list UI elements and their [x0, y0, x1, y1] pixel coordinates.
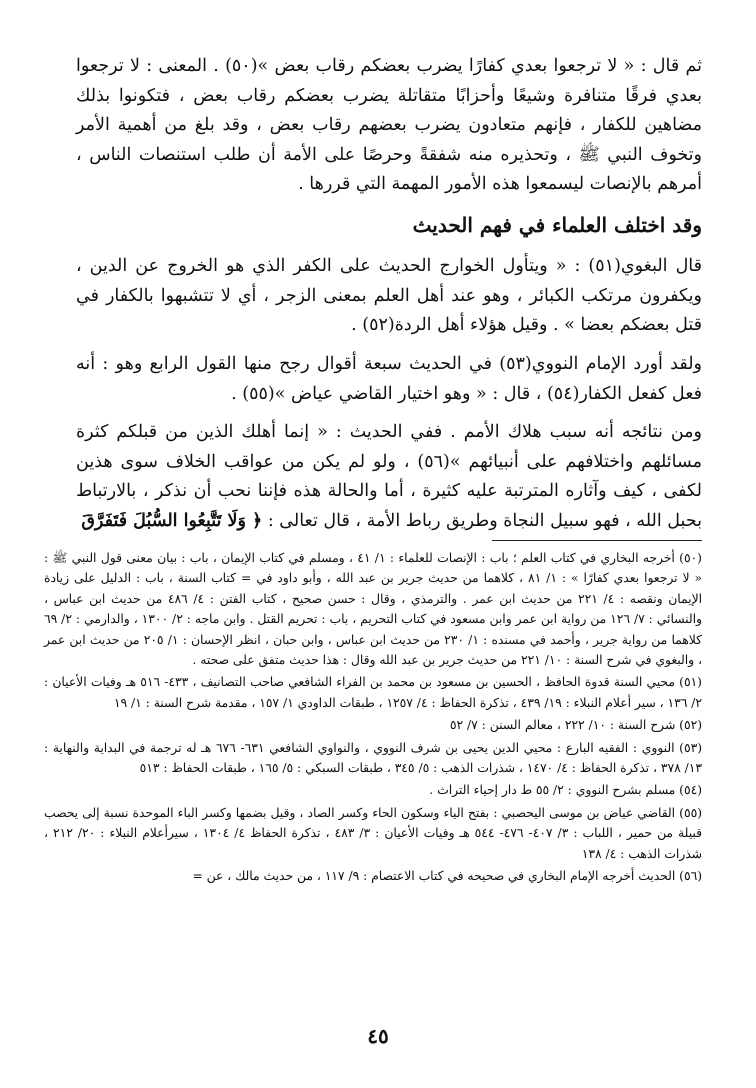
paragraph-4-text: ومن نتائجه أنه سبب هلاك الأمم . ففي الحديث : « إنما أهلك الذين من قبلكم كثرة مسائلهم واختلافهم على أنبيائهم »(٥٦) ، ولو لم يكن من عواقب الخلاف سوى هذين لكفى ، كيف وآثاره المترتبة عليه كثيرة ، أما والحالة هذه فإننا نحب أن نذكر ، بالارتباط بحبل الله ، فهو سبيل النجاة وطريق رباط الأمة ، قال تعالى :	[76, 422, 702, 531]
footnote-50: (٥٠) أخرجه البخاري في كتاب العلم ؛ باب : الإنصات للعلماء : ١/ ٤١ ، ومسلم في كتاب الإيمان ، باب : بيان معنى قول النبي ﷺ : « لا ترجعوا بعدي كفارًا » : ١/ ٨١ ، كلاهما من حديث جرير بن عبد الله ، وأبو داود في = كتاب السنة ، باب : الدليل على زيادة الإيمان ونقصه : ٤/ ٢٢١ من حديث ابن عمر . والترمذي ، وقال : حسن صحيح ، كتاب الفتن : ٤/ ٤٨٦ من حديث ابن عباس ، والنسائي : ٧/ ١٢٦ من رواية ابن عمر وابن مسعود في كتاب التحريم ، باب : تحريم القتل . وابن ماجه : ٢/ ١٣٠٠ ، والدارمي : ٢/ ٦٩ كلاهما من رواية جرير ، وأحمد في مسنده : ١/ ٢٣٠ من حديث ابن عباس ، وابن حبان ، انظر الإحسان : ١/ ٢٠٥ من حديث ابن عمر ، والبغوي في شرح السنة : ١٠/ ٢٢١ من حديث جرير بن عبد الله وقال : هذا حديث متفق على صحته .	[44, 551, 703, 668]
body-paragraph-1: ثم قال : « لا ترجعوا بعدي كفارًا يضرب بعضكم رقاب بعض »(٥٠) . المعنى : لا ترجعوا بعدي فرقًا متنافرة وشيعًا وأحزابًا متقاتلة يضرب بعضكم رقاب بعض ، فتكونوا بذلك مضاهين للكفار ، فإنهم متعادون يضرب بعضهم رقاب بعض ، وقد بلغ من أهمية الأمر وتخوف النبي ﷺ ، وتحذيره منه شفقةً وحرصًا على الأمة أن طلب استنصات الناس ، أمرهم بالإنصات ليسمعوا هذه الأمور المهمة التي قررها .	[76, 56, 703, 194]
footnote-52: (٥٢) شرح السنة : ١٠/ ٢٢٢ ، معالم السنن : ٧/ ٥٢	[449, 718, 702, 733]
footnote-separator	[492, 540, 702, 541]
section-heading: وقد اختلف العلماء في فهم الحديث	[412, 213, 702, 237]
footnote-56: (٥٦) الحديث أخرجه الإمام البخاري في صحيحه في كتاب الاعتصام : ٩/ ١١٧ ، من حديث مالك ، عن =	[192, 869, 702, 884]
body-paragraph-3: ولقد أورد الإمام النووي(٥٣) في الحديث سبعة أقوال رجح منها القول الرابع وهو : أنه فعل كفعل الكفار(٥٤) ، قال : « وهو اختيار القاضي عياض »(٥٥) .	[76, 354, 702, 404]
footnote-55: (٥٥) القاضي عياض بن موسى اليحصبي : بفتح الياء وسكون الحاء وكسر الصاد ، وقيل بضمها وكسر الباء الموحدة نسبة إلى يحصب قبيلة من حمير ، اللباب : ٣/ ٤٠٧- ٤٧٦- ٥٤٤ هـ وفيات الأعيان : ٣/ ٤٨٣ ، تذكرة الحفاظ ٤/ ١٣٠٤ ، سيرأعلام النبلاء : ٢٠/ ٢١٢ ، شذرات الذهب : ٤/ ١٣٨	[44, 805, 703, 861]
body-paragraph-2: قال البغوي(٥١) : « ويتأول الخوارج الحديث على الكفر الذي هو الخروج عن الدين ، ويكفرون مرتكب الكبائر ، وهو عند أهل العلم بمعنى الزجر ، أي لا تتشبهوا بالكفار في قتل بعضكم بعضا » . وقيل هؤلاء أهل الردة(٥٢) .	[76, 256, 702, 335]
footnote-54: (٥٤) مسلم بشرح النووي : ٢/ ٥٥ ط دار إحياء التراث .	[429, 783, 702, 798]
footnotes	[44, 548, 702, 889]
page-number: ٤٥	[367, 1024, 389, 1048]
body-paragraph-4	[76, 418, 702, 536]
footnote-53: (٥٣) النووي : الفقيه البارع : محيي الدين يحيى بن شرف النووي ، والنواوي الشافعي ٦٣١- ٦٧٦ هـ له ترجمة في البداية والنهاية : ١٣/ ٣٧٨ ، تذكرة الحفاظ : ٤/ ١٤٧٠ ، شذرات الذهب : ٥/ ٣٤٥ ، طبقات السبكي : ٥/ ١٦٥ ، طبقات الحفاظ : ٥١٣	[44, 740, 702, 776]
footnote-51: (٥١) محيي السنة قدوة الحافظ ، الحسين بن مسعود بن محمد بن الفراء الشافعي صاحب التصانيف ، ٤٣٣- ٥١٦ هـ وفيات الأعيان : ٢/ ١٣٦ ، سير أعلام النبلاء : ١٩/ ٤٣٩ ، تذكرة الحفاظ : ٤/ ١٢٥٧ ، طبقات الداودي ١/ ١٥٧ ، مقدمة شرح السنة : ١/ ١٩	[44, 675, 702, 710]
quran-verse: ﴿ وَلَا تَتَّبِعُوا السُّبُلَ فَتَفَرَّقَ	[81, 510, 263, 531]
